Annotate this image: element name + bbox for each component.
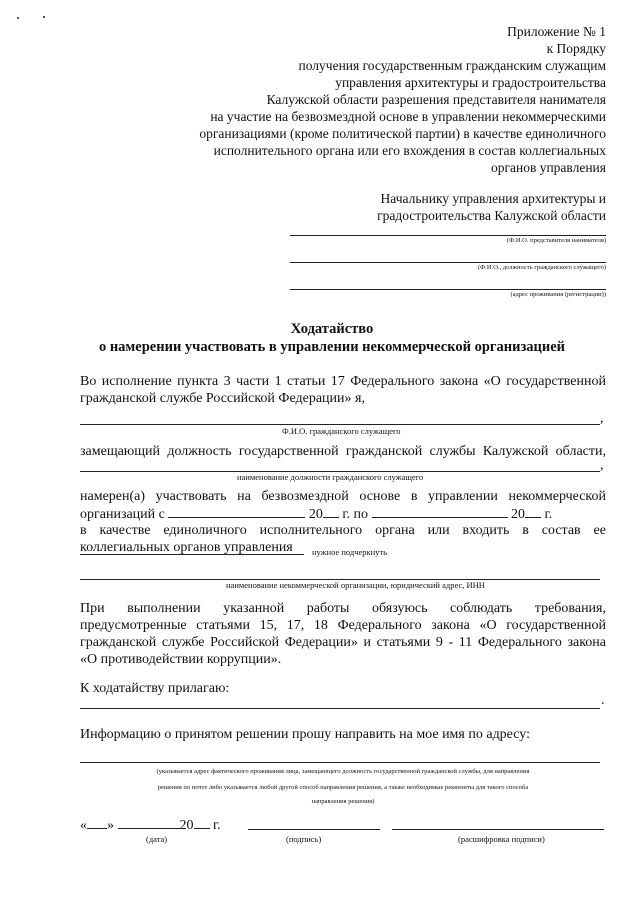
underline-caption: нужное подчеркнуть bbox=[312, 547, 388, 557]
day-input[interactable] bbox=[87, 816, 107, 829]
paragraph-4-line: предусмотренные статьями 15, 17, 18 Федерального закона «О государственной bbox=[80, 618, 606, 633]
signature-line[interactable] bbox=[248, 829, 380, 830]
response-address-line[interactable] bbox=[80, 762, 600, 763]
year-suffix: г. bbox=[213, 818, 221, 833]
scan-speck bbox=[17, 17, 19, 19]
address-note-line: (указывается адрес фактического проживания лица, замещающего должность государственной гражданской службы, для направления bbox=[156, 768, 530, 775]
addressee-line: Начальнику управления архитектуры и bbox=[380, 191, 606, 206]
attachments-label: К ходатайству прилагаю: bbox=[80, 681, 230, 696]
open-quote: « bbox=[80, 818, 87, 833]
attachments-input-line[interactable] bbox=[80, 708, 600, 709]
address-caption: (адрес проживания (регистрации)) bbox=[510, 291, 606, 298]
organization-caption: наименование некоммерческой организации, юридический адрес, ИНН bbox=[226, 580, 485, 590]
scan-speck bbox=[43, 16, 45, 18]
end-date-input[interactable] bbox=[372, 505, 508, 518]
fio-input-line[interactable] bbox=[80, 424, 600, 425]
paragraph-1-line: Во исполнение пункта 3 части 1 статьи 17 Федерального закона «О государственной bbox=[80, 374, 606, 389]
paragraph-4-line: «О противодействии коррупции». bbox=[80, 652, 282, 667]
paragraph-2-line: замещающий должность государственной гражданской службы Калужской области, bbox=[80, 444, 606, 459]
header-line: организациями (кроме политической партии) в качестве единоличного bbox=[199, 126, 606, 141]
paragraph-3-line: намерен(а) участвовать на безвозмездной основе в управлении некоммерческой bbox=[80, 489, 606, 504]
month-input[interactable] bbox=[118, 816, 180, 829]
document-title: Ходатайство bbox=[290, 321, 374, 337]
paragraph-3-line: в качестве единоличного исполнительного органа или входить в состав ее bbox=[80, 523, 606, 538]
dates-prefix: организаций с bbox=[80, 507, 165, 522]
start-year-input[interactable] bbox=[323, 505, 339, 518]
start-date-input[interactable] bbox=[168, 505, 305, 518]
addressee-fio-line[interactable] bbox=[290, 235, 606, 236]
paragraph-3-line: коллегиальных органов управления bbox=[80, 540, 293, 555]
start-year-prefix: 20 bbox=[308, 507, 323, 522]
signature-date bbox=[80, 816, 221, 834]
underline-choice-line bbox=[80, 554, 304, 555]
period: . bbox=[601, 693, 605, 708]
year-input[interactable] bbox=[194, 816, 210, 829]
date-caption: (дата) bbox=[146, 834, 168, 844]
address-line[interactable] bbox=[290, 289, 606, 290]
year-prefix: 20 bbox=[179, 818, 194, 833]
addressee-fio-caption: (Ф.И.О. представителя нанимателя) bbox=[506, 237, 606, 244]
paragraph-1-line: гражданской службе Российской Федерации» я, bbox=[80, 391, 365, 406]
end-year-prefix: 20 bbox=[511, 507, 526, 522]
header-line: органов управления bbox=[490, 160, 606, 175]
paragraph-4-line: При выполнении указанной работы обязуюсь соблюдать требования, bbox=[80, 601, 606, 616]
header-line: управления архитектуры и градостроительства bbox=[335, 75, 606, 90]
employee-fio-line[interactable] bbox=[290, 262, 606, 263]
comma: , bbox=[600, 458, 604, 473]
address-note-line: направления решения) bbox=[311, 798, 375, 805]
end-year-suffix: г. bbox=[544, 507, 553, 522]
fio-caption: Ф.И.О. гражданского служащего bbox=[282, 426, 401, 436]
comma: , bbox=[600, 411, 604, 426]
appendix-number: Приложение № 1 bbox=[507, 24, 606, 39]
info-request-text: Информацию о принятом решении прошу направить на мое имя по адресу: bbox=[80, 727, 530, 742]
signature-decode-line[interactable] bbox=[392, 829, 604, 830]
decode-caption: (расшифровка подписи) bbox=[458, 834, 545, 844]
header-line: исполнительного органа или его вхождения в состав коллегиальных bbox=[213, 143, 606, 158]
header-line: на участие на безвозмездной основе в управлении некоммерческими bbox=[210, 109, 606, 124]
header-line: Калужской области разрешения представителя нанимателя bbox=[266, 92, 606, 107]
address-note-line: решения по почте либо указывается любой другой способ направления решения, а также необходимые реквизиты для такого способа bbox=[157, 784, 529, 791]
header-line: получения государственным гражданским служащим bbox=[298, 58, 606, 73]
signature-caption: (подпись) bbox=[286, 834, 322, 844]
header-line: к Порядку bbox=[546, 41, 606, 56]
close-quote: » bbox=[107, 818, 114, 833]
date-separator: г. по bbox=[342, 507, 369, 522]
addressee-line: градостроительства Калужской области bbox=[377, 208, 606, 223]
employee-fio-caption: (Ф.И.О., должность гражданского служащего) bbox=[477, 264, 606, 271]
document-subtitle: о намерении участвовать в управлении некоммерческой организацией bbox=[98, 339, 566, 355]
paragraph-3-dates bbox=[80, 505, 606, 523]
end-year-input[interactable] bbox=[525, 505, 541, 518]
paragraph-4-line: гражданской службе Российской Федерации» и статьями 9 - 11 Федерального закона bbox=[80, 635, 606, 650]
position-caption: наименование должности гражданского служащего bbox=[237, 472, 424, 482]
